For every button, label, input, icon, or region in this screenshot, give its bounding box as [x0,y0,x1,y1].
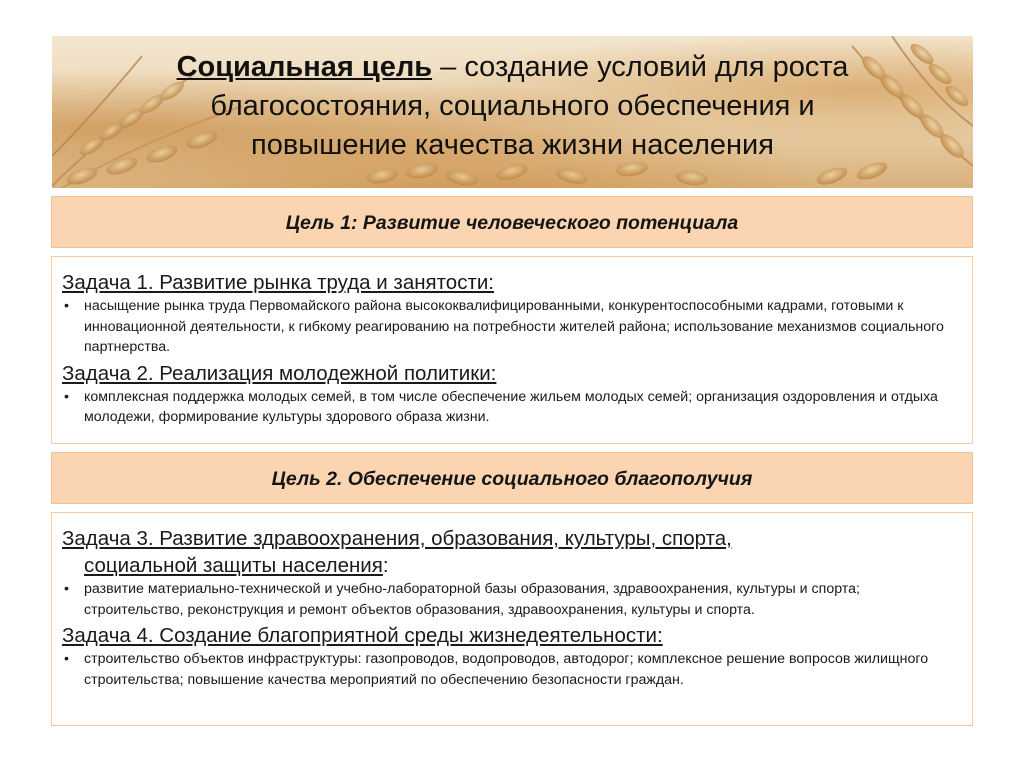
task-3-bullet-text: развитие материально-технической и учебно-лабораторной базы образования, здравоохранения, культуры и спорта; строительство, реконструкция и ремонт объектов образования, здравоохранения, культуры и спорта. [84,581,860,618]
header-line3: повышение качества жизни населения [251,129,774,161]
bullet-icon: • [64,581,69,597]
goal-1-tasks-box [51,256,973,444]
task-3-title: Задача 3. Развитие здравоохранения, образования, культуры, спорта, социальной защиты населения: [62,527,732,577]
task-2-bullet [62,387,960,428]
goal-1-title: Цель 1: Развитие человеческого потенциала [51,196,973,248]
task-1-bullet-text: насыщение рынка труда Первомайского района высококвалифицированными, конкурентоспособными кадрами, готовыми к инновационной деятельности, к гибкому реагированию на потребности жителей района; использование механизмов социального партнерства. [84,298,944,355]
bullet-icon: • [64,298,69,314]
task-2-title: Задача 2. Реализация молодежной политики: [62,361,497,385]
task-2-bullet-text: комплексная поддержка молодых семей, в том числе обеспечение жильем молодых семей; организация оздоровления и отдыха молодежи, формирование культуры здорового образа жизни. [84,388,938,425]
header-term: Социальная цель [176,51,433,83]
header-title [52,48,973,165]
task-4-bullet-text: строительство объектов инфраструктуры: газопроводов, водопроводов, автодорог; комплексное решение вопросов жилищного строительства; повышение качества мероприятий по обеспечению безопасности граждан. [84,651,929,688]
task-1-bullet [62,296,960,358]
header-line2: благосостояния, социального обеспечения и [210,90,815,122]
task-4-title: Задача 4. Создание благоприятной среды жизнедеятельности: [62,624,663,647]
task-1-title: Задача 1. Развитие рынка труда и занятости: [62,271,494,294]
task-4-bullet [62,649,960,690]
bullet-icon: • [64,651,69,667]
header-banner [52,36,973,188]
task-3-bullet [62,579,960,620]
goal-2-title: Цель 2. Обеспечение социального благополучия [51,452,973,504]
header-line1-rest: – создание условий для роста [432,51,849,83]
bullet-icon: • [64,388,69,405]
goal-2-tasks-box [51,512,973,726]
